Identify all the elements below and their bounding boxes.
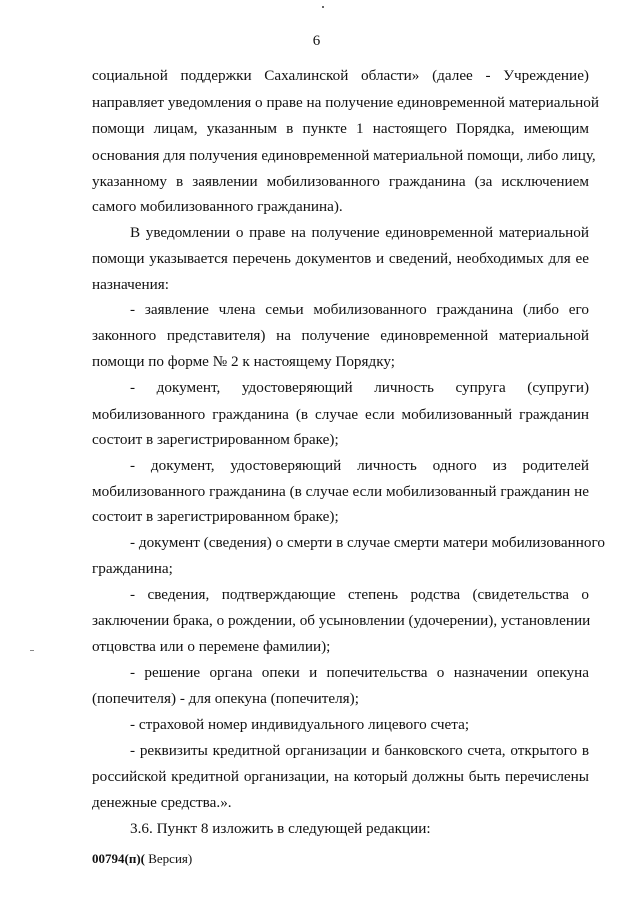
text-line: помощи указывается перечень документов и сведений, необходимых для ее [92, 250, 589, 267]
text-line: помощи лицам, указанным в пункте 1 настоящего Порядка, имеющим [92, 120, 589, 137]
text-line: заключении брака, о рождении, об усыновлении (удочерении), установлении [92, 612, 591, 629]
text-line: указанному в заявлении мобилизованного гражданина (за исключением [92, 173, 589, 190]
text-line: помощи по форме № 2 к настоящему Порядку; [92, 353, 395, 370]
text-line: - документ, удостоверяющий личность одного из родителей [130, 457, 589, 474]
footer-code: 00794(п)( [92, 851, 145, 866]
text-line: - заявление члена семьи мобилизованного гражданина (либо его [130, 301, 589, 318]
text-line: - документ, удостоверяющий личность супруга (супруги) [130, 379, 589, 396]
text-line: самого мобилизованного гражданина). [92, 198, 343, 215]
text-line: - документ (сведения) о смерти в случае смерти матери мобилизованного [130, 534, 605, 551]
scan-mark [322, 6, 324, 8]
page-number: 6 [312, 33, 321, 49]
text-line: денежные средства.». [92, 794, 232, 811]
text-line: - реквизиты кредитной организации и банковского счета, открытого в [130, 742, 589, 759]
text-line: законного представителя) на получение единовременной материальной [92, 327, 589, 344]
text-line: мобилизованного гражданина (в случае если мобилизованный гражданин не [92, 483, 589, 500]
footer-version: Версия) [144, 851, 193, 866]
text-line: гражданина; [92, 560, 173, 577]
text-line: - сведения, подтверждающие степень родства (свидетельства о [130, 586, 589, 603]
text-line: (попечителя) - для опекуна (попечителя); [92, 690, 359, 707]
text-line: назначения: [92, 276, 169, 293]
text-line: - страховой номер индивидуального лицевого счета; [130, 716, 470, 733]
text-line: В уведомлении о праве на получение единовременной материальной [130, 224, 589, 241]
text-line: направляет уведомления о праве на получение единовременной материальной [92, 94, 599, 111]
text-line: социальной поддержки Сахалинской области» (далее - Учреждение) [92, 67, 589, 84]
text-line: состоит в зарегистрированном браке); [92, 431, 339, 448]
text-line: отцовства или о перемене фамилии); [92, 638, 331, 655]
text-line: 3.6. Пункт 8 изложить в следующей редакции: [130, 820, 431, 837]
text-line: российской кредитной организации, на который должны быть перечислены [92, 768, 589, 785]
text-line: основания для получения единовременной материальной помощи, либо лицу, [92, 147, 596, 164]
text-line: - решение органа опеки и попечительства о назначении опекуна [130, 664, 589, 681]
scan-mark [30, 650, 34, 651]
text-line: мобилизованного гражданина (в случае если мобилизованный гражданин [92, 406, 589, 423]
text-line: состоит в зарегистрированном браке); [92, 508, 339, 525]
footer-version-label [92, 851, 192, 867]
